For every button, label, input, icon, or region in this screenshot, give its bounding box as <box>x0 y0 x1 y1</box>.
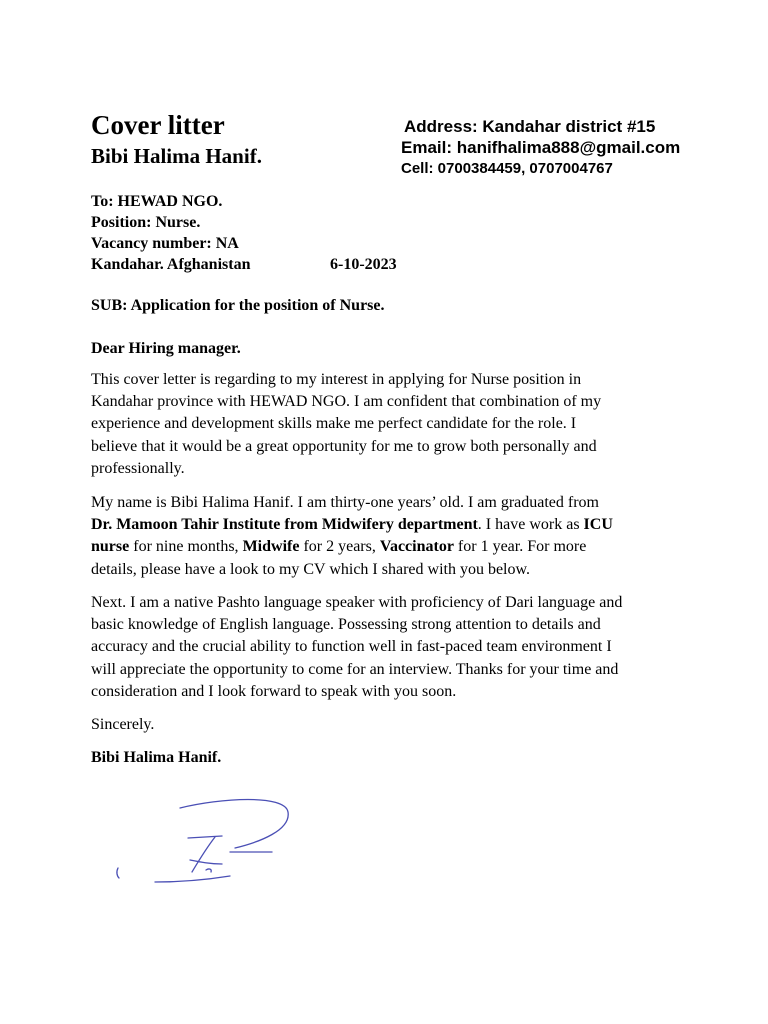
paragraph-experience <box>91 492 691 581</box>
contact-cell: Cell: 0700384459, 0707004767 <box>401 160 613 177</box>
paragraph-line: believe that it would be a great opportunity for me to grow both personally and <box>91 437 597 455</box>
institute-name: Dr. Mamoon Tahir Institute from Midwifery department <box>91 516 478 534</box>
role-icu: ICU <box>583 516 613 534</box>
paragraph-text: for nine months, <box>129 538 243 556</box>
paragraph-line: Next. I am a native Pashto language speaker with proficiency of Dari language and <box>91 594 623 611</box>
paragraph-text: . I have work as <box>477 516 584 534</box>
letter-salutation: Dear Hiring manager. <box>91 340 241 357</box>
recipient-location: Kandahar. Afghanistan <box>91 256 251 273</box>
paragraph-skills <box>91 592 691 703</box>
paragraph-line: My name is Bibi Halima Hanif. I am thirty-one years’ old. I am graduated from <box>91 494 599 511</box>
recipient-vacancy: Vacancy number: NA <box>91 235 239 252</box>
paragraph-line: details, please have a look to my CV which I shared with you below. <box>91 560 531 578</box>
paragraph-line: experience and development skills make me perfect candidate for the role. I <box>91 415 577 433</box>
paragraph-line: This cover letter is regarding to my interest in applying for Nurse position in <box>91 371 582 388</box>
paragraph-text: for 1 year. For more <box>453 538 587 556</box>
recipient-to: To: HEWAD NGO. <box>91 193 223 210</box>
applicant-name-header: Bibi Halima Hanif. <box>91 144 262 168</box>
role-vaccinator: Vaccinator <box>379 538 454 556</box>
paragraph-line: accuracy and the crucial ability to function well in fast-paced team environment I <box>91 638 612 656</box>
role-nurse: nurse <box>91 538 130 556</box>
recipient-position: Position: Nurse. <box>91 214 201 231</box>
contact-email: Email: hanifhalima888@gmail.com <box>401 138 681 157</box>
contact-address: Address: Kandahar district #15 <box>404 117 656 136</box>
paragraph-line: consideration and I look forward to speak with you soon. <box>91 682 457 700</box>
role-midwife: Midwife <box>242 538 300 556</box>
letter-closing: Sincerely. <box>91 716 155 733</box>
paragraph-text: for 2 years, <box>299 538 380 556</box>
paragraph-line: basic knowledge of English language. Possessing strong attention to details and <box>91 616 601 634</box>
letter-date: 6-10-2023 <box>330 256 397 273</box>
document-title: Cover litter <box>91 110 225 140</box>
paragraph-line: Kandahar province with HEWAD NGO. I am confident that combination of my <box>91 393 602 411</box>
paragraph-intro <box>91 369 691 480</box>
signoff-name: Bibi Halima Hanif. <box>91 749 222 766</box>
handwritten-signature <box>110 790 310 890</box>
letter-subject: SUB: Application for the position of Nurse. <box>91 297 385 314</box>
paragraph-line: will appreciate the opportunity to come for an interview. Thanks for your time and <box>91 660 619 678</box>
paragraph-line: professionally. <box>91 459 185 477</box>
